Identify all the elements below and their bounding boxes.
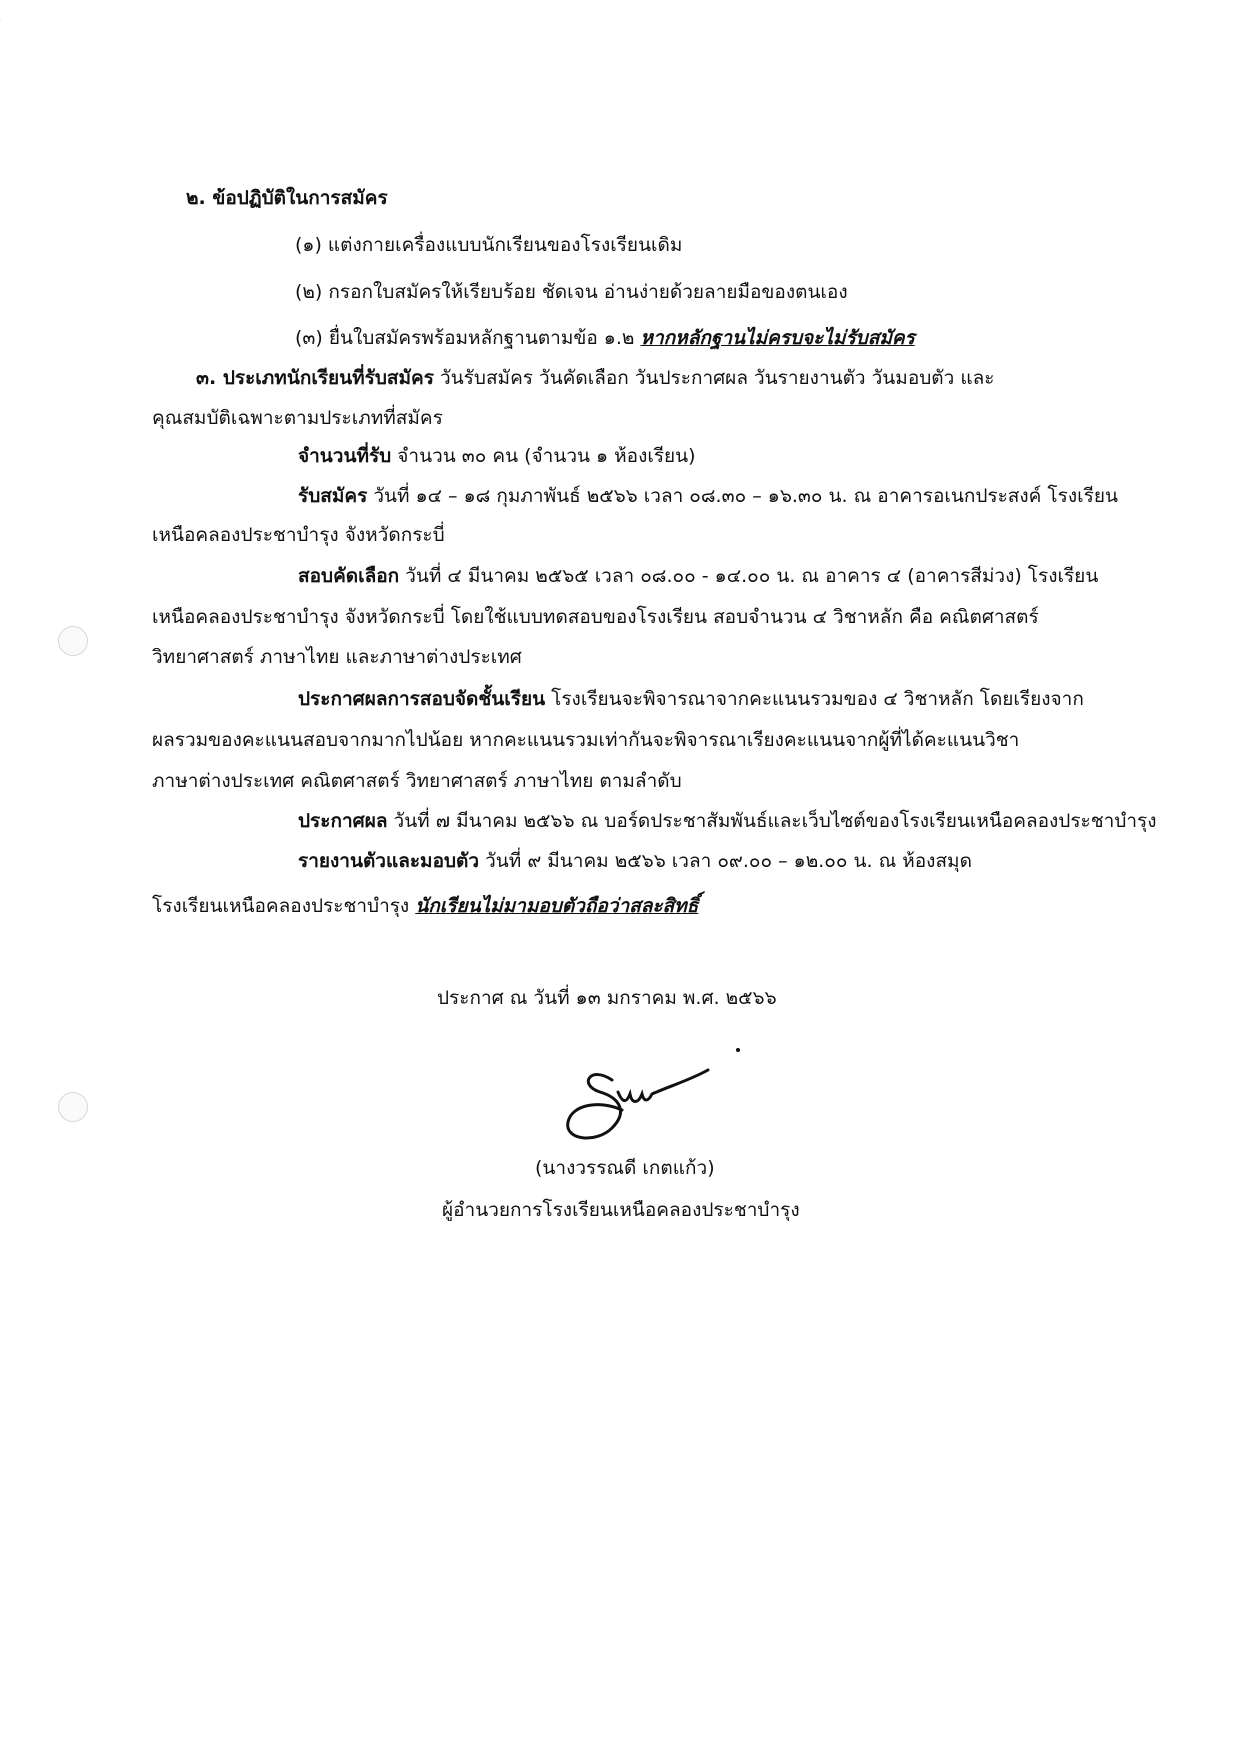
report-emphasis: นักเรียนไม่มามอบตัวถือว่าสละสิทธิ์ bbox=[415, 895, 699, 917]
section2-item1: (๑) แต่งกายเครื่องแบบนักเรียนของโรงเรียนเดิม bbox=[295, 234, 683, 256]
signer-name: (นางวรรณดี เกตแก้ว) bbox=[535, 1157, 715, 1179]
exam-cont2: วิทยาศาสตร์ ภาษาไทย และภาษาต่างประเทศ bbox=[152, 646, 522, 668]
report-text: วันที่ ๙ มีนาคม ๒๕๖๖ เวลา ๐๙.๐๐ – ๑๒.๐๐ น. ณ ห้องสมุด bbox=[479, 850, 972, 872]
punch-hole-bottom bbox=[58, 1092, 88, 1122]
section3-heading-rest: วันรับสมัคร วันคัดเลือก วันประกาศผล วันรายงานตัว วันมอบตัว และ bbox=[433, 367, 995, 389]
section2-heading: ๒. ข้อปฏิบัติในการสมัคร bbox=[186, 187, 388, 209]
section2-item3-emphasis: หากหลักฐานไม่ครบจะไม่รับสมัคร bbox=[640, 327, 915, 349]
exam-label: สอบคัดเลือก bbox=[298, 565, 400, 587]
quota-label: จำนวนที่รับ bbox=[298, 445, 392, 467]
exam-line bbox=[298, 563, 1098, 589]
section2-item3 bbox=[295, 325, 915, 351]
signature-image bbox=[560, 1040, 760, 1150]
rank-text: โรงเรียนจะพิจารณาจากคะแนนรวมของ ๔ วิชาหลัก โดยเรียงจาก bbox=[545, 688, 1084, 710]
punch-hole-top bbox=[58, 626, 88, 656]
report-label: รายงานตัวและมอบตัว bbox=[298, 850, 480, 872]
announce-date: ประกาศ ณ วันที่ ๑๓ มกราคม พ.ศ. ๒๕๖๖ bbox=[437, 987, 777, 1009]
apply-cont: เหนือคลองประชาบำรุง จังหวัดกระบี่ bbox=[152, 524, 445, 546]
scan-edge-mark bbox=[0, 20, 121, 220]
rank-cont1: ผลรวมของคะแนนสอบจากมากไปน้อย หากคะแนนรวมเท่ากันจะพิจารณาเรียงคะแนนจากผู้ที่ได้คะแนนวิชา bbox=[152, 729, 1020, 751]
report-cont bbox=[152, 893, 698, 919]
signer-title: ผู้อำนวยการโรงเรียนเหนือคลองประชาบำรุง bbox=[442, 1199, 800, 1221]
exam-cont1: เหนือคลองประชาบำรุง จังหวัดกระบี่ โดยใช้แบบทดสอบของโรงเรียน สอบจำนวน ๔ วิชาหลัก คือ คณิตศาสตร์ bbox=[152, 606, 1039, 628]
section3-heading-cont: คุณสมบัติเฉพาะตามประเภทที่สมัคร bbox=[152, 407, 443, 429]
apply-text: วันที่ ๑๔ – ๑๘ กุมภาพันธ์ ๒๕๖๖ เวลา ๐๘.๓๐ – ๑๖.๓๐ น. ณ อาคารอเนกประสงค์ โรงเรียน bbox=[367, 485, 1118, 507]
apply-label: รับสมัคร bbox=[298, 485, 368, 507]
apply-line bbox=[298, 483, 1118, 509]
exam-text: วันที่ ๔ มีนาคม ๒๕๖๕ เวลา ๐๘.๐๐ - ๑๔.๐๐ น. ณ อาคาร ๔ (อาคารสีม่วง) โรงเรียน bbox=[399, 565, 1099, 587]
report-line bbox=[298, 848, 972, 874]
rank-line bbox=[298, 686, 1084, 712]
section3-heading-bold: ๓. ประเภทนักเรียนที่รับสมัคร bbox=[196, 367, 434, 389]
quota-text: จำนวน ๓๐ คน (จำนวน ๑ ห้องเรียน) bbox=[391, 445, 696, 467]
result-label: ประกาศผล bbox=[298, 810, 388, 832]
result-line bbox=[298, 808, 1157, 834]
section2-item3-text: (๓) ยื่นใบสมัครพร้อมหลักฐานตามข้อ ๑.๒ bbox=[295, 327, 641, 349]
section2-item2: (๒) กรอกใบสมัครให้เรียบร้อย ชัดเจน อ่านง่ายด้วยลายมือของตนเอง bbox=[295, 281, 848, 303]
result-text: วันที่ ๗ มีนาคม ๒๕๖๖ ณ บอร์ดประชาสัมพันธ์และเว็บไซต์ของโรงเรียนเหนือคลองประชาบำรุง bbox=[387, 810, 1157, 832]
rank-label: ประกาศผลการสอบจัดชั้นเรียน bbox=[298, 688, 546, 710]
rank-cont2: ภาษาต่างประเทศ คณิตศาสตร์ วิทยาศาสตร์ ภาษาไทย ตามลำดับ bbox=[152, 770, 682, 792]
quota-line bbox=[298, 443, 696, 469]
report-cont-text: โรงเรียนเหนือคลองประชาบำรุง bbox=[152, 895, 416, 917]
section3-heading bbox=[196, 365, 994, 391]
